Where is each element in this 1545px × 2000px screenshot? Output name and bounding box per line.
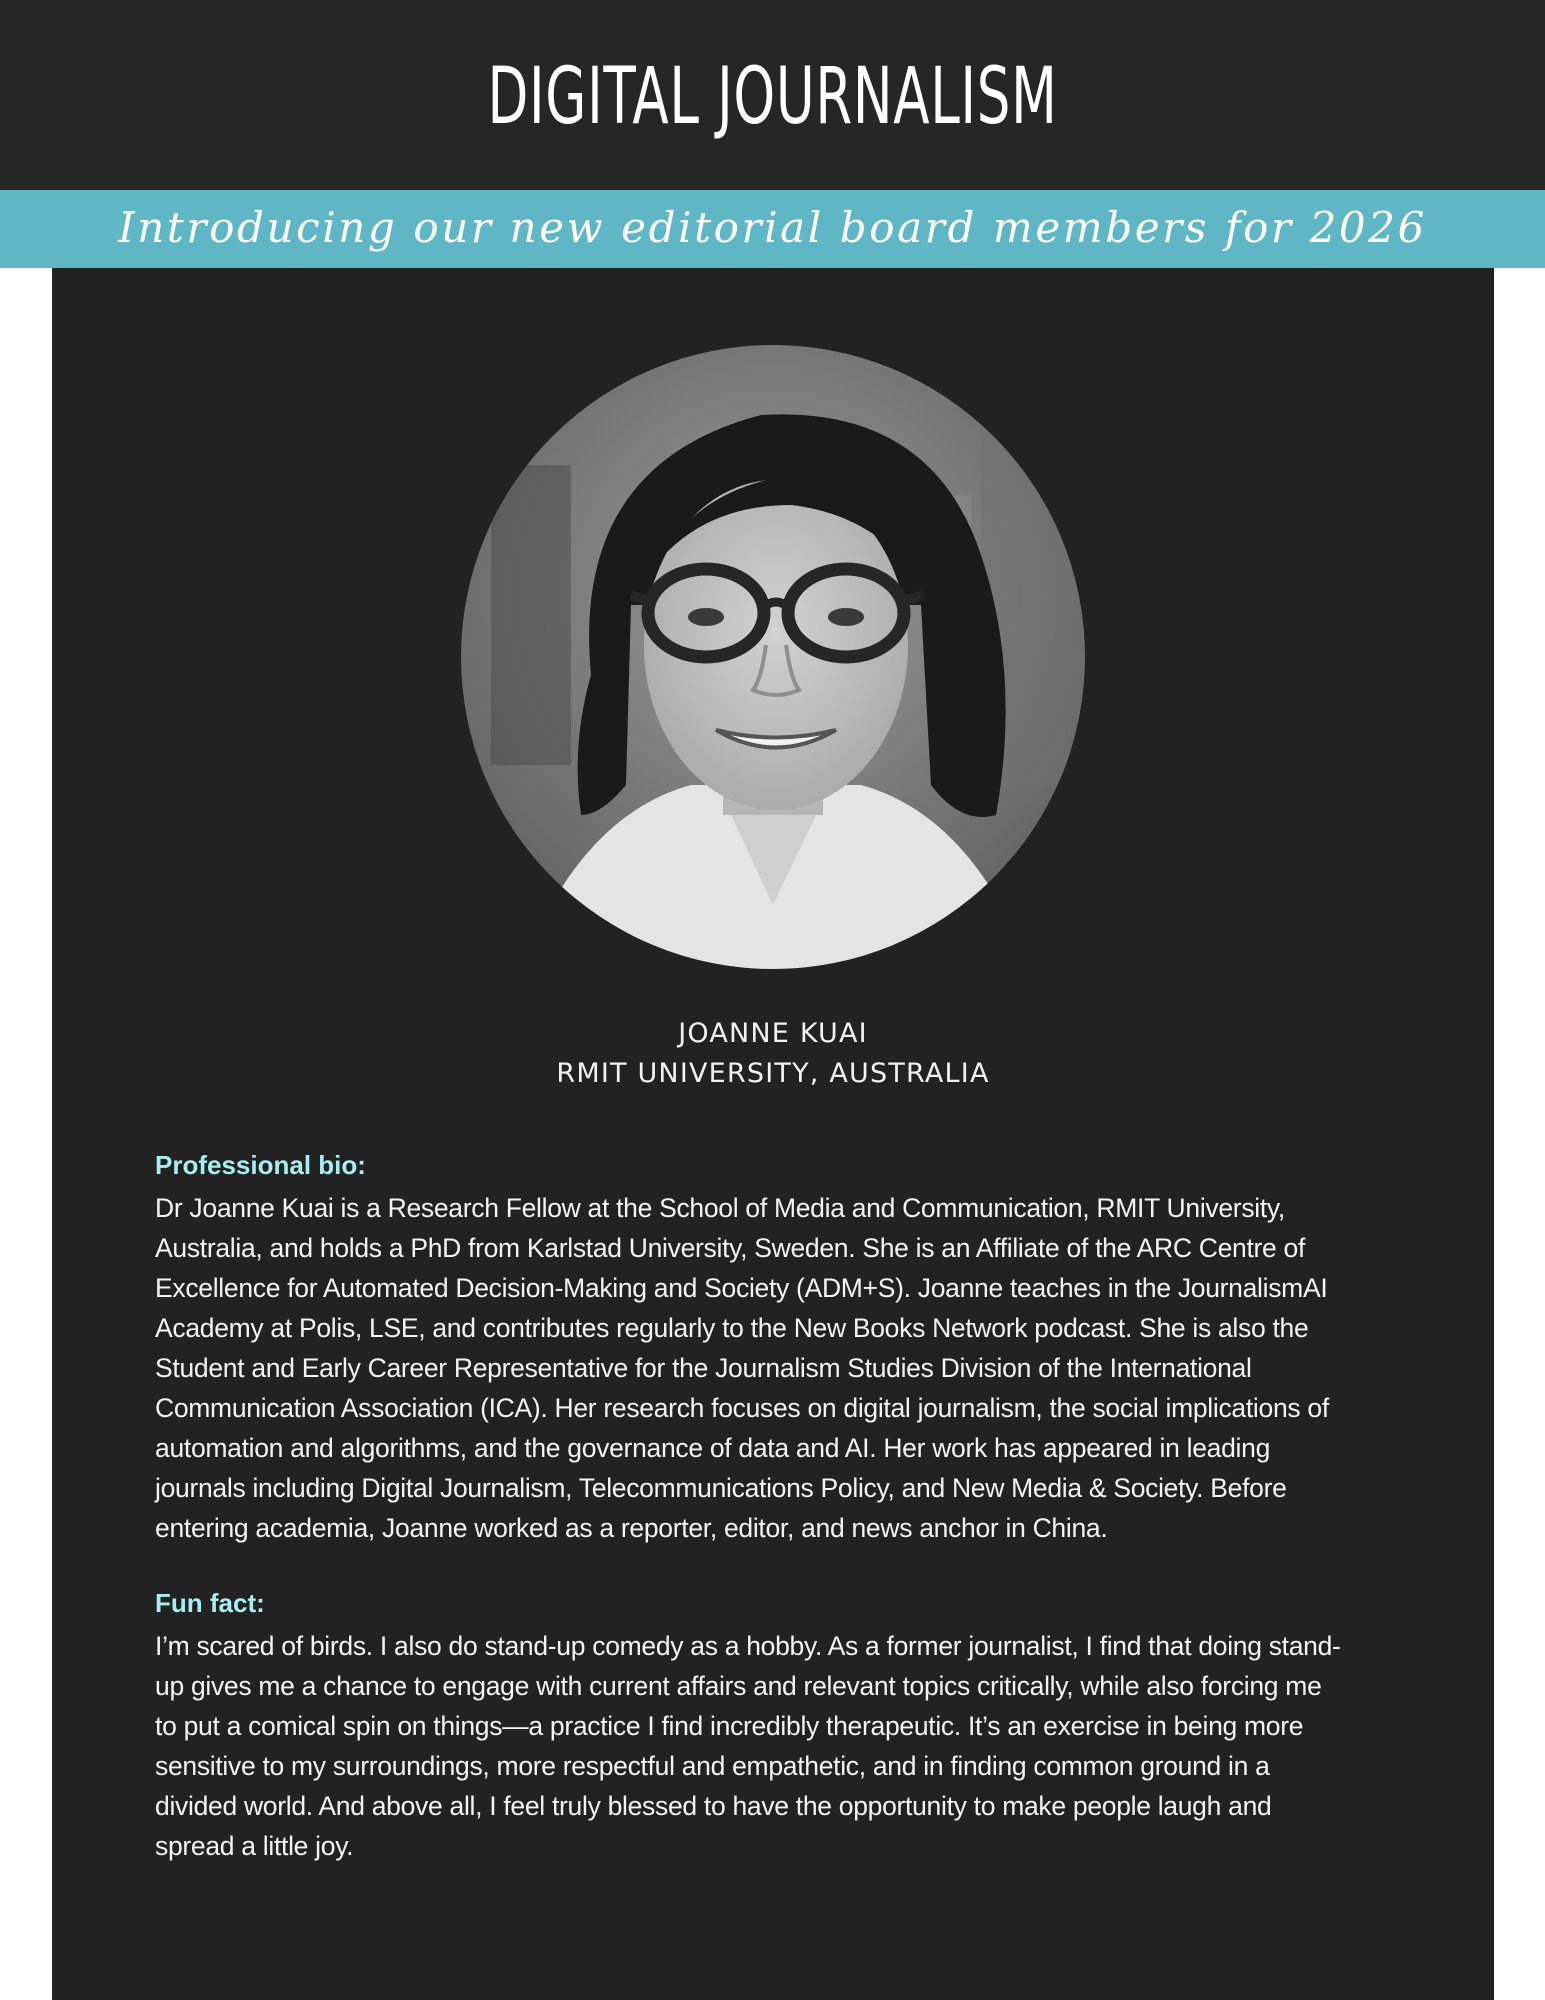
bio-line: Australia, and holds a PhD from Karlstad University, Sweden. She is an Affiliate of the ARC Centre of (155, 1233, 1306, 1263)
fun-fact-line: divided world. And above all, I feel truly blessed to have the opportunity to make people laugh and (155, 1791, 1272, 1821)
fun-fact-line: up gives me a chance to engage with current affairs and relevant topics critically, while also forcing me (155, 1671, 1322, 1701)
bio-line: Excellence for Automated Decision-Making and Society (ADM+S). Joanne teaches in the JournalismAI (155, 1273, 1328, 1303)
bio-line: Academy at Polis, LSE, and contributes regularly to the New Books Network podcast. She is also the (155, 1313, 1309, 1343)
bio-line: Communication Association (ICA). Her research focuses on digital journalism, the social implications of (155, 1393, 1329, 1423)
fun-fact-line: I’m scared of birds. I also do stand-up comedy as a hobby. As a former journalist, I find that doing stand- (155, 1631, 1341, 1661)
fun-fact-line: to put a comical spin on things—a practice I find incredibly therapeutic. It’s an exercise in being more (155, 1711, 1304, 1741)
portrait-illustration (461, 345, 1085, 969)
profile-card (52, 268, 1494, 2000)
fun-fact-heading: Fun fact: (155, 1588, 265, 1618)
bio-line: journals including Digital Journalism, Telecommunications Policy, and New Media & Society. Before (155, 1473, 1287, 1503)
portrait-photo (461, 345, 1085, 969)
bio-text (155, 1188, 1455, 1548)
announcement-banner (0, 190, 1545, 268)
bio-line: Dr Joanne Kuai is a Research Fellow at the School of Media and Communication, RMIT University, (155, 1193, 1285, 1223)
bio-heading: Professional bio: (155, 1150, 366, 1180)
member-affiliation: RMIT UNIVERSITY, AUSTRALIA (556, 1058, 990, 1089)
fun-fact-text (155, 1626, 1455, 1866)
publication-title: DIGITAL JOURNALISM (487, 52, 1058, 142)
fun-fact-line: sensitive to my surroundings, more respectful and empathetic, and in finding common ground in a (155, 1751, 1270, 1781)
fun-fact-line: spread a little joy. (155, 1831, 354, 1861)
bio-line: entering academia, Joanne worked as a reporter, editor, and news anchor in China. (155, 1513, 1108, 1543)
masthead (0, 0, 1545, 190)
member-name: JOANNE KUAI (678, 1018, 868, 1049)
bio-line: Student and Early Career Representative for the Journalism Studies Division of the International (155, 1353, 1252, 1383)
banner-text: Introducing our new editorial board members for 2026 (118, 203, 1427, 252)
bio-line: automation and algorithms, and the governance of data and AI. Her work has appeared in leading (155, 1433, 1271, 1463)
